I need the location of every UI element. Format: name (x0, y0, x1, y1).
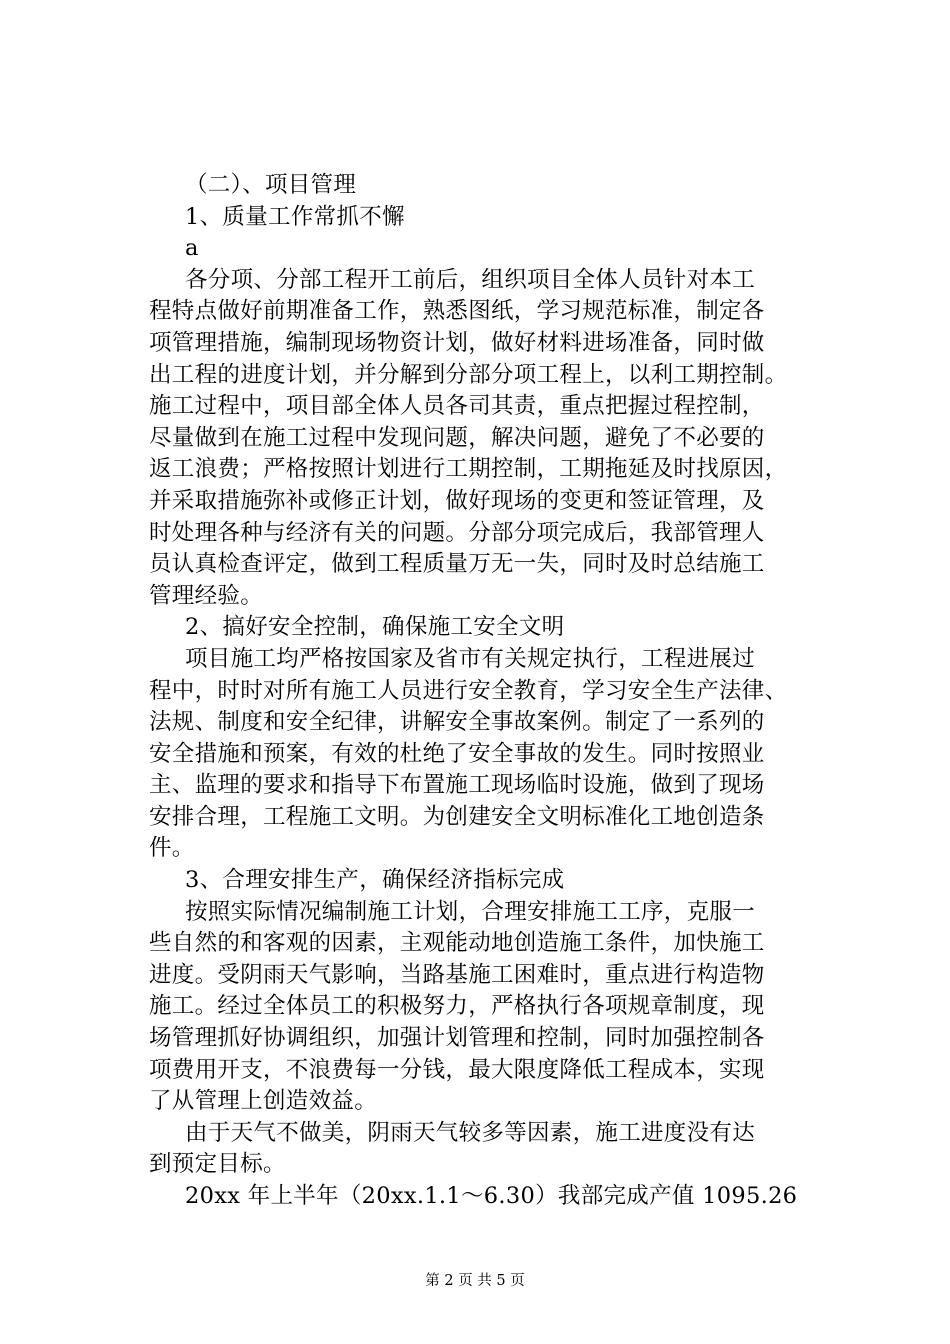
document-body (149, 170, 839, 1213)
text-line: 员认真检查评定，做到工程质量万无一失，同时及时总结施工 (149, 551, 765, 578)
text-line: 尽量做到在施工过程中发现问题，解决问题，避免了不必要的 (149, 424, 765, 451)
text-line: 2、搞好安全控制，确保施工安全文明 (185, 614, 565, 641)
text-line: 3、合理安排生产，确保经济指标完成 (185, 867, 565, 894)
text-line: 到预定目标。 (149, 1151, 286, 1178)
text-line: 并采取措施弥补或修正计划，做好现场的变更和签证管理，及 (149, 487, 765, 514)
text-line: 场管理抓好协调组织，加强计划管理和控制，同时加强控制各 (149, 1025, 765, 1052)
text-line: 施工过程中，项目部全体人员各司其责，重点把握过程控制， (149, 393, 765, 420)
text-line: 安排合理，工程施工文明。为创建安全文明标准化工地创造条 (149, 803, 765, 830)
text-line: 程特点做好前期准备工作，熟悉图纸，学习规范标准，制定各 (149, 298, 765, 325)
text-line: 管理经验。 (149, 582, 264, 609)
text-line: 出工程的进度计划，并分解到分部分项工程上，以利工期控制。 (149, 361, 788, 388)
text-line: 时处理各种与经济有关的问题。分部分项完成后，我部管理人 (149, 519, 765, 546)
text-line: 返工浪费；严格按照计划进行工期控制，工期拖延及时找原因， (149, 456, 788, 483)
text-line: 项费用开支，不浪费每一分钱，最大限度降低工程成本，实现 (149, 1056, 765, 1083)
text-line: a (185, 235, 199, 262)
text-line: 些自然的和客观的因素，主观能动地创造施工条件，加快施工 (149, 930, 765, 957)
text-line: 了从管理上创造效益。 (149, 1088, 378, 1115)
text-line: 由于天气不做美，阴雨天气较多等因素，施工进度没有达 (185, 1119, 756, 1146)
text-line: 主、监理的要求和指导下布置施工现场临时设施，做到了现场 (149, 772, 765, 799)
text-line: 程中，时时对所有施工人员进行安全教育，学习安全生产法律、 (149, 677, 788, 704)
page-footer: 第 2 页 共 5 页 (425, 1273, 525, 1289)
text-line: 20xx 年上半年（20xx.1.1～6.30）我部完成产值 1095.26 (185, 1183, 798, 1209)
text-line: 项目施工均严格按国家及省市有关规定执行，工程进展过 (185, 645, 756, 672)
text-line: 进度。受阴雨天气影响，当路基施工困难时，重点进行构造物 (149, 961, 765, 988)
text-line: 安全措施和预案，有效的杜绝了安全事故的发生。同时按照业 (149, 740, 765, 767)
text-line: 按照实际情况编制施工计划，合理安排施工工序，克服一 (185, 898, 756, 925)
text-line: 施工。经过全体员工的积极努力，严格执行各项规章制度，现 (149, 993, 765, 1020)
text-line: 项管理措施，编制现场物资计划，做好材料进场准备，同时做 (149, 329, 765, 356)
text-line: 1、质量工作常抓不懈 (185, 203, 405, 230)
text-line: 各分项、分部工程开工前后，组织项目全体人员针对本工 (185, 266, 756, 293)
text-line: （二）、项目管理 (185, 172, 357, 198)
text-line: 法规、制度和安全纪律，讲解安全事故案例。制定了一系列的 (149, 709, 765, 736)
text-line: 件。 (149, 835, 195, 862)
